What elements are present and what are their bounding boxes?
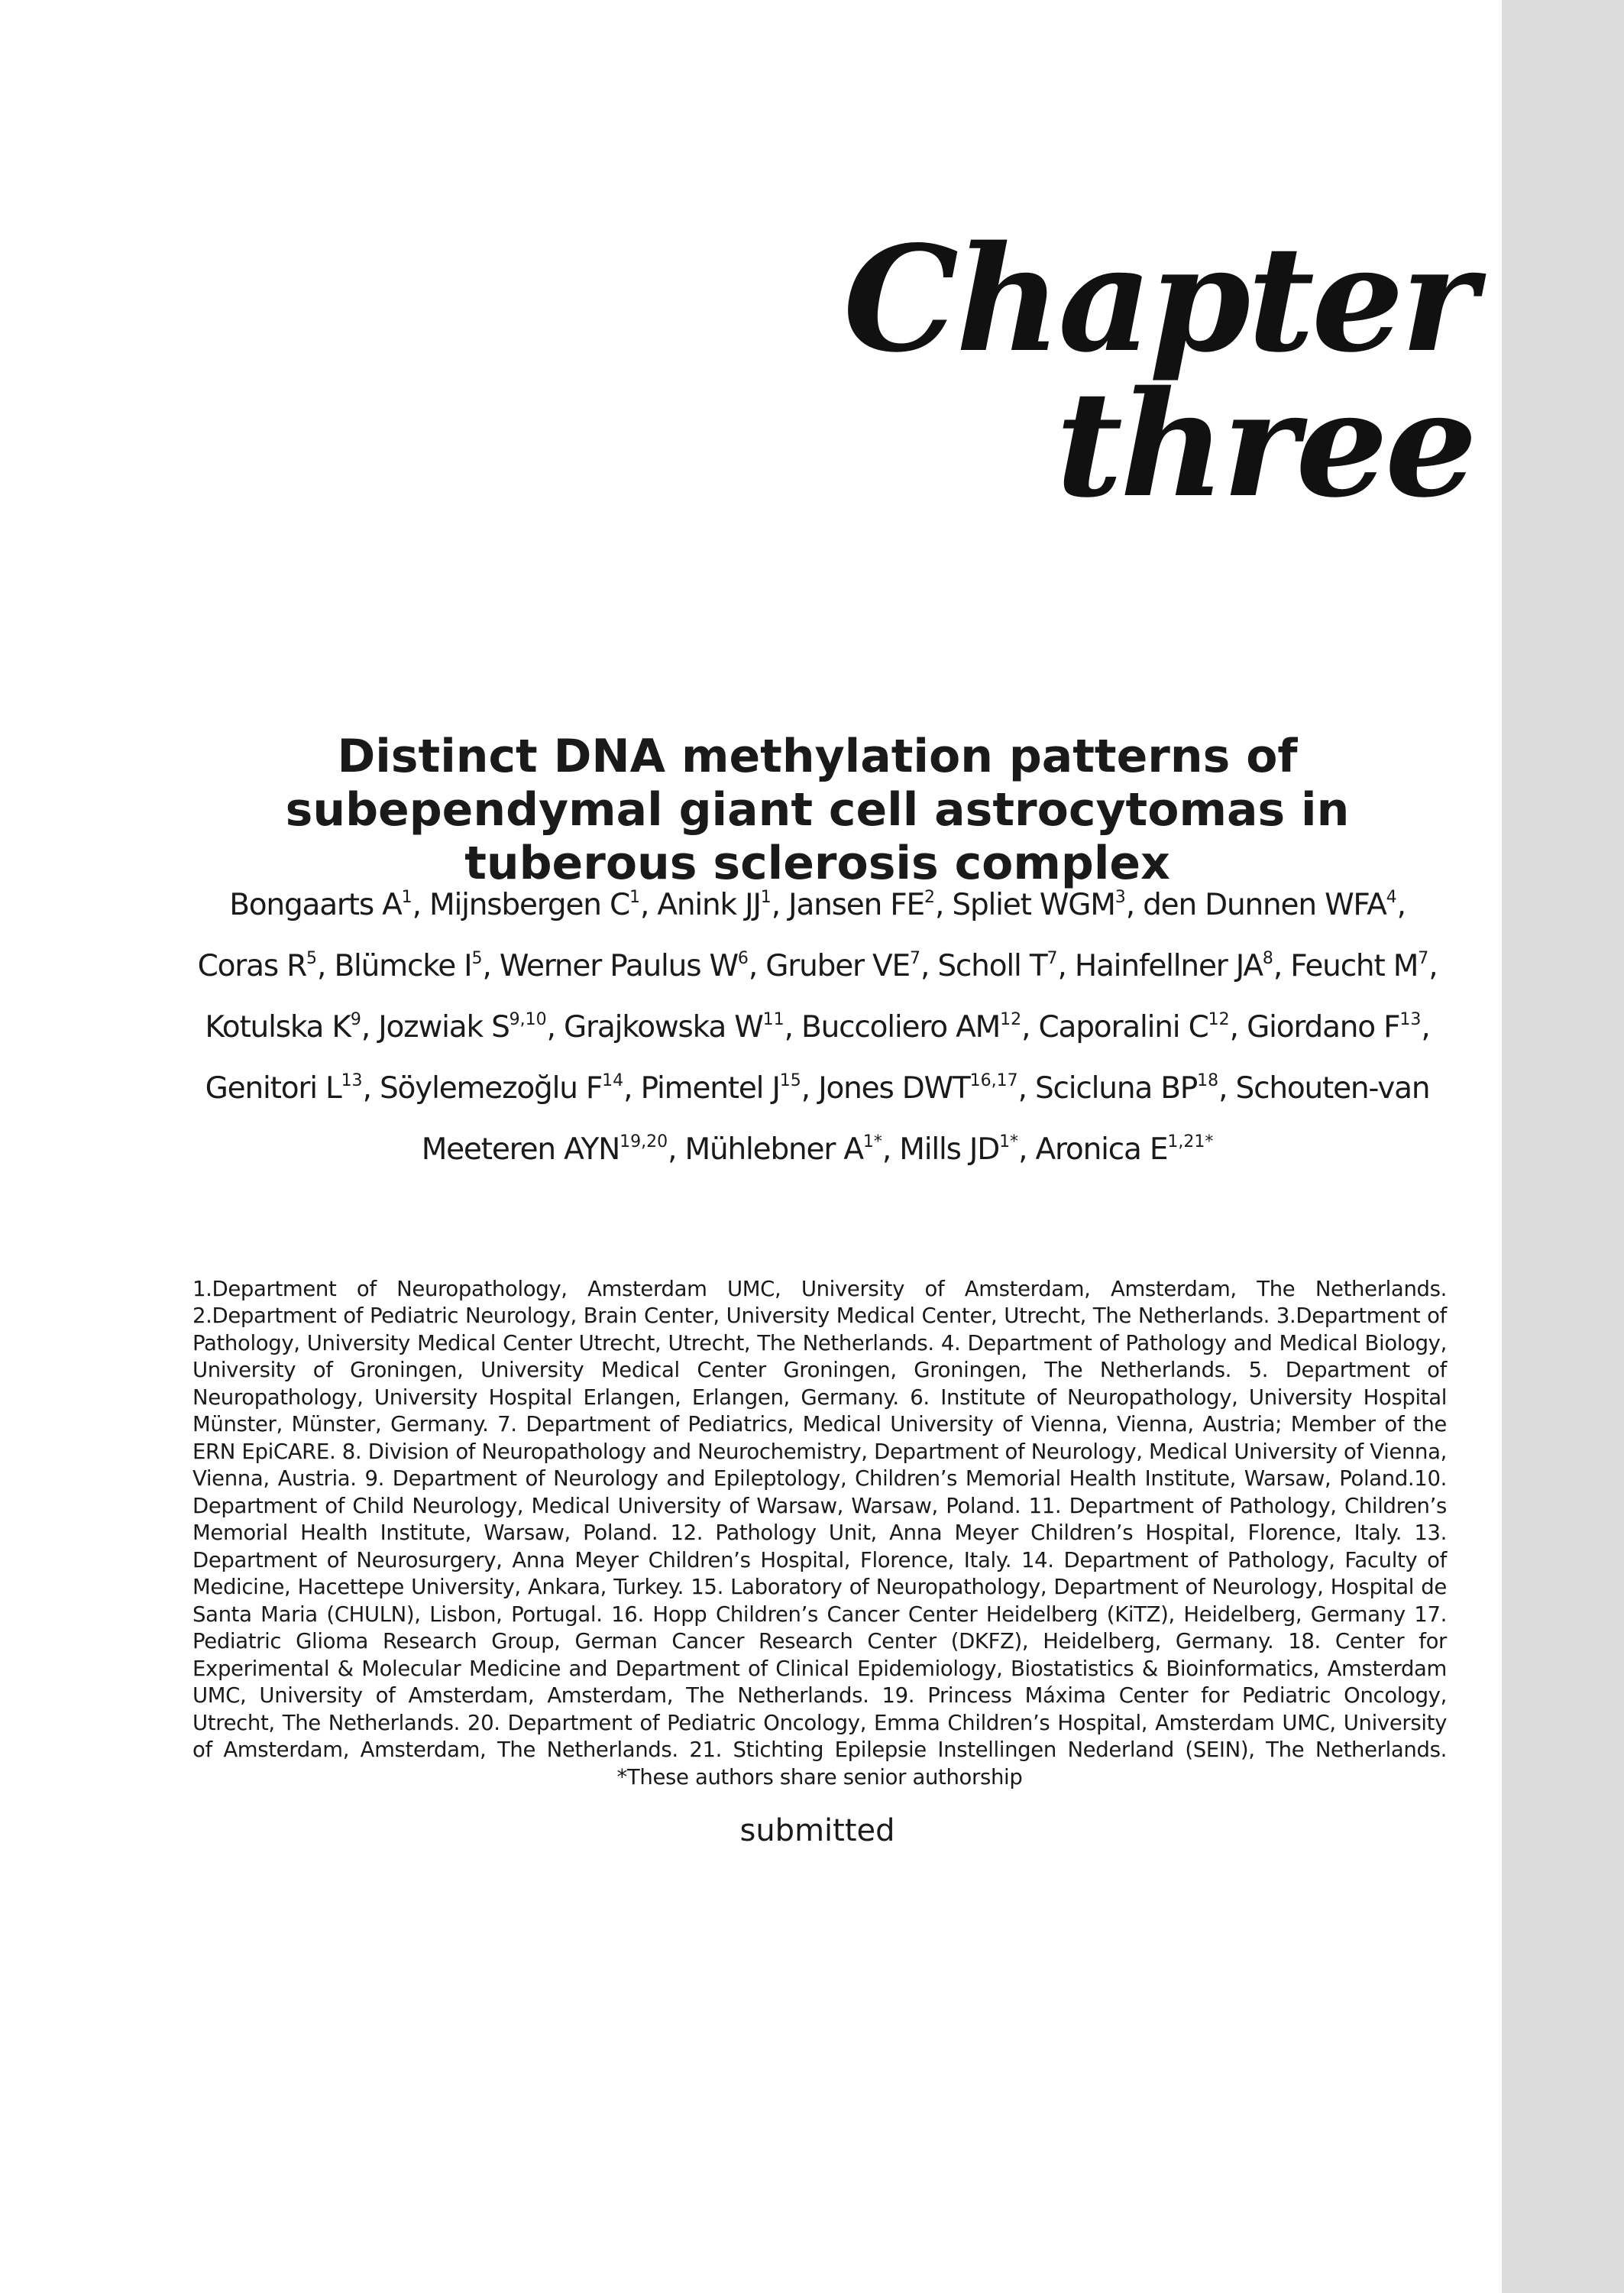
author [229,888,412,922]
author-name: Aronica E [1035,1132,1168,1167]
author-name: Bongaarts A [229,888,402,922]
author-name: Coras R [197,949,307,983]
author-affiliation-marker: 1* [999,1132,1019,1151]
author-affiliation-marker: 3 [1114,888,1126,907]
author [937,949,1057,983]
author-affiliation-marker: 5 [471,949,483,968]
author [801,1010,1021,1044]
author-affiliation-marker: 13 [341,1071,363,1090]
author [1035,1132,1213,1167]
author-name: Genitori L [205,1071,341,1106]
author [1143,888,1396,922]
author [1039,1010,1230,1044]
author-affiliation-marker: 14 [602,1071,624,1090]
author [334,949,482,983]
author [564,1010,785,1044]
author-affiliation-marker: 7 [1047,949,1058,968]
author [429,888,640,922]
author [378,1010,546,1044]
author [500,949,749,983]
paper-title: Distinct DNA methylation patterns of subependymal giant cell astrocytomas in tuberous sclerosis complex [285,729,1350,890]
author [205,1010,361,1044]
author [952,888,1125,922]
author-name: Anink JJ [657,888,761,922]
author-name: Jozwiak S [378,1010,510,1044]
author-affiliation-marker: 12 [1208,1010,1230,1029]
author-list: Bongaarts $A^1$, Mijnsbergen $C^1$, Anink $JJ^1$, Jansen $FE^2$, Spliet WGM$^3$, den Dunnen WFA$^4$, Coras $R^5$, Blümcke $I^5$, Werner Paulus $W^6$, Gruber $VE^7$, Scholl $T^7$, Hainfellner $JA^8$, Feucht $M^7$, Kotulska $K^9$, Jozwiak S$^{9,10}$, Grajkowska $W^{11}$, Buccoliero AM$^{12}$, Caporalini $C^{12}$, Giordano $F^{13}$, Genitori $L^{13}$, Söylemezoğlu $F^{14}$, Pimentel $J^{15}$, Jones DWT$^{16,17}$, Scicluna BP$^{18}$, Schouten-van Meeteren AYN$^{19,20}$, Mühlebner $A^{1*}$, Mills $JD^{1*}$, Aronica $E^{1,21*}$ [197,888,1438,1167]
author-affiliation-marker: 7 [909,949,920,968]
publication-status: submitted [739,1813,895,1848]
author-affiliation-marker: 5 [306,949,318,968]
author-affiliation-marker: 2 [924,888,935,907]
author [1290,949,1428,983]
affiliations: 1.Department of Neuropathology, Amsterdam UMC, University of Amsterdam, Amsterdam, The Netherlands. 2.Department of Pediatric Neurology, Brain Center, University Medical Center, Utrecht, The Netherlands. 3.Department of Pathology, University Medical Center Utrecht, Utrecht, The Netherlands. 4. Department of Pathology and Medical Biology, University of Groningen, University Medical Center Groningen, Groningen, The Netherlands. 5. Department of Neuropathology, University Hospital Erlangen, Erlangen, Germany. 6. Institute of Neuropathology, University Hospital Münster, Münster, Germany. 7. Department of Pediatrics, Medical University of Vienna, Vienna, Austria; Member of the ERN EpiCARE. 8. Division of Neuropathology and Neurochemistry, Department of Neurology, Medical University of Vienna, Vienna, Austria. 9. Department of Neurology and Epileptology, Children’s Memorial Health Institute, Warsaw, Poland.10. Department of Child Neurology, Medical University of Warsaw, Warsaw, Poland. 11. Department of Pathology, Children’s Memorial Health Institute, Warsaw, Poland. 12. Pathology Unit, Anna Meyer Children’s Hospital, Florence, Italy. 13. Department of Neurosurgery, Anna Meyer Children’s Hospital, Florence, Italy. 14. Department of Pathology, Faculty of Medicine, Hacettepe University, Ankara, Turkey. 15. Laboratory of Neuropathology, Department of Neurology, Hospital de Santa Maria (CHULN), Lisbon, Portugal. 16. Hopp Children’s Cancer Center Heidelberg (KiTZ), Heidelberg, Germany 17. Pediatric Glioma Research Group, German Cancer Research Center (DKFZ), Heidelberg, Germany. 18. Center for Experimental & Molecular Medicine and Department of Clinical Epidemiology, Biostatistics & Bioinformatics, Amsterdam UMC, University of Amsterdam, Amsterdam, The Netherlands. 19. Princess Máxima Center for Pediatric Oncology, Utrecht, The Netherlands. 20. Department of Pediatric Oncology, Emma Children’s Hospital, Amsterdam UMC, University of Amsterdam, Amsterdam, The Netherlands. 21. Stichting Epilepsie Instellingen Nederland (SEIN), The Netherlands. *These authors share senior authorship [192,1276,1447,1789]
author-name: Kotulska K [205,1010,351,1044]
author-name: den Dunnen WFA [1143,888,1386,922]
author-name: Mills JD [899,1132,1000,1167]
author-name: Söylemezoğlu F [379,1071,603,1106]
author [198,949,317,983]
author-affiliation-marker: 7 [1418,949,1429,968]
author [657,888,771,922]
author-affiliation-marker: 1 [401,888,412,907]
author [1035,1071,1218,1106]
author-name: Spliet WGM [952,888,1115,922]
author-name: Werner Paulus W [499,949,738,983]
author-affiliation-marker: 19,20 [620,1132,668,1151]
author-name: Feucht M [1290,949,1419,983]
author-name: Mijnsbergen C [429,888,629,922]
author-name: Scholl T [937,949,1047,983]
author-affiliation-marker: 9 [350,1010,361,1029]
author-affiliation-marker: 1* [862,1132,882,1151]
author-affiliation-marker: 18 [1197,1071,1219,1090]
author [641,1071,801,1106]
author-affiliation-marker: 9,10 [509,1010,547,1029]
author [685,1132,882,1167]
author [1247,1010,1421,1044]
author-name: Giordano F [1247,1010,1400,1044]
author-affiliation-marker: 6 [737,949,749,968]
author-affiliation-marker: 4 [1386,888,1397,907]
author-name: Blümcke I [334,949,472,983]
author-name: Mühlebner A [684,1132,863,1167]
author-name: Jones DWT [818,1071,970,1106]
author-affiliation-marker: 12 [1000,1010,1022,1029]
author [899,1132,1018,1167]
author-name: Pimentel J [640,1071,780,1106]
author-name: Gruber VE [765,949,910,983]
author [818,1071,1017,1106]
author-name: Buccoliero AM [801,1010,1001,1044]
author-affiliation-marker: 11 [762,1010,785,1029]
author-name: Schouten-van Meeteren AYN [421,1071,1430,1167]
author [788,888,935,922]
author-name: Hainfellner JA [1074,949,1263,983]
author-affiliation-marker: 15 [779,1071,801,1090]
page-edge-strip [1502,0,1624,2293]
author-affiliation-marker: 8 [1262,949,1273,968]
author-affiliation-marker: 1 [629,888,640,907]
author-affiliation-marker: 16,17 [969,1071,1018,1090]
author-name: Caporalini C [1038,1010,1208,1044]
author [1075,949,1273,983]
author-name: Jansen FE [788,888,924,922]
author-affiliation-marker: 1,21* [1167,1132,1214,1151]
author [205,1071,363,1106]
author [380,1071,623,1106]
author-name: Scicluna BP [1035,1071,1198,1106]
author-affiliation-marker: 1 [760,888,772,907]
author-name: Grajkowska W [564,1010,763,1044]
chapter-heading: Chapter three [843,214,1474,530]
author [765,949,920,983]
author-affiliation-marker: 13 [1399,1010,1422,1029]
